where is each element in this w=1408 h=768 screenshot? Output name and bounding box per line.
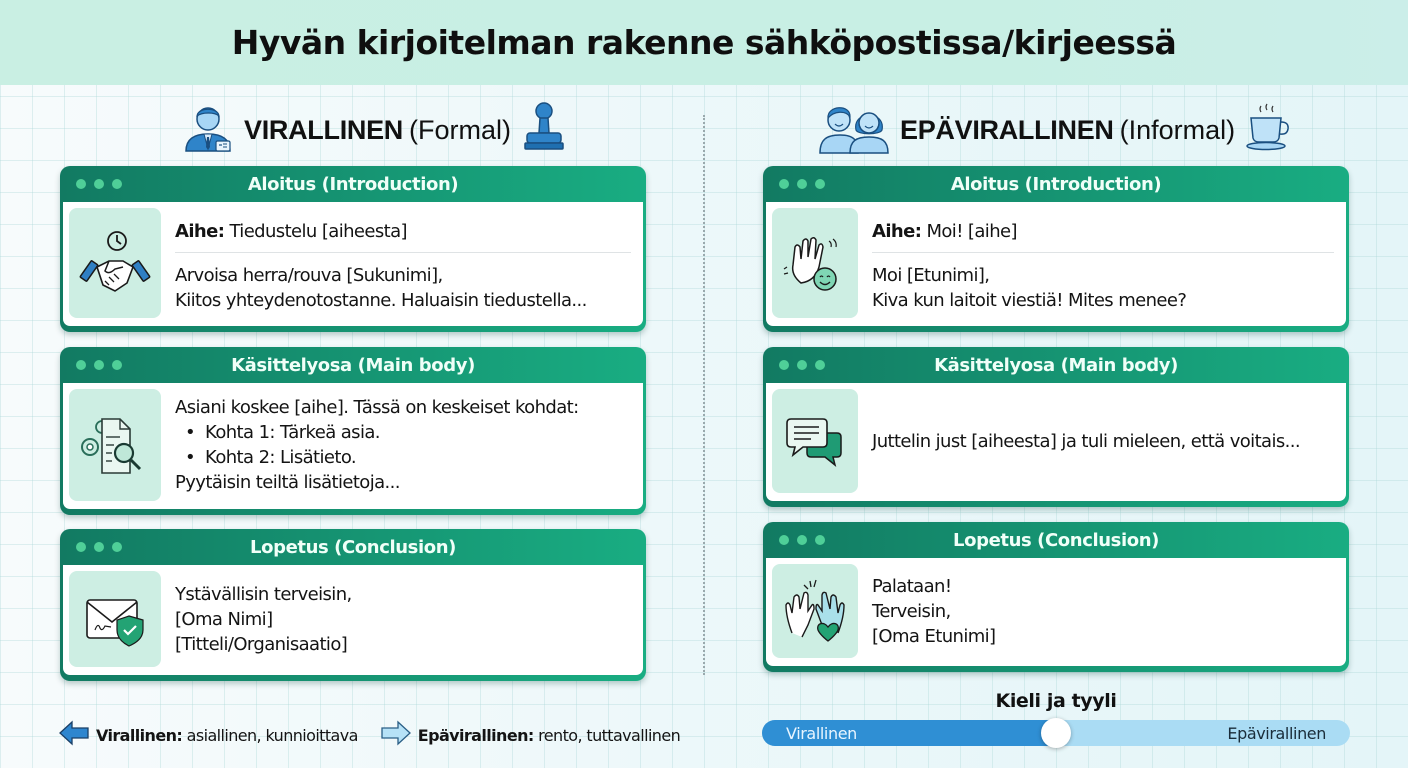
business-person-icon (182, 101, 234, 160)
body-line: Kiitos yhteydenotostanne. Haluaisin tiedustella... (175, 290, 587, 311)
coffee-cup-icon (1245, 102, 1293, 159)
legend-informal (380, 720, 680, 750)
handshake-clock-icon (69, 208, 161, 318)
formal-body-card (60, 347, 646, 515)
body-line: [Oma Nimi] (175, 608, 273, 630)
card-title: Aloitus (Introduction) (950, 173, 1162, 195)
body-line: [Oma Etunimi] (872, 625, 996, 647)
page-header (0, 0, 1408, 85)
slider-right-label: Epävirallinen (1227, 724, 1326, 743)
gear-document-search-icon (69, 389, 161, 501)
informal-conclusion-card (763, 522, 1349, 672)
legend-informal-label: Epävirallinen: (417, 725, 534, 745)
body-line: Juttelin just [aiheesta] ja tuli mieleen, että voitais... (872, 430, 1301, 452)
card-title: Lopetus (Conclusion) (250, 536, 456, 558)
body-line: Arvoisa herra/rouva [Sukunimi], (175, 265, 443, 286)
body-line: Ystävällisin terveisin, (175, 583, 352, 605)
slider-thumb[interactable] (1041, 718, 1071, 748)
informal-body-card (763, 347, 1349, 507)
card-title: Käsittelyosa (Main body) (231, 354, 475, 376)
chat-bubbles-icon (772, 389, 858, 493)
body-line: [Titteli/Organisaatio] (175, 633, 348, 655)
subject-label: Aihe: (872, 221, 922, 242)
formal-intro-card (60, 166, 646, 332)
informal-intro-card (763, 166, 1349, 332)
window-dots (76, 360, 122, 370)
formal-column-title (182, 100, 567, 160)
bullet-list (175, 420, 631, 470)
window-dots (779, 179, 825, 189)
subject-value: Tiedustelu [aiheesta] (229, 221, 407, 242)
subject-label: Aihe: (175, 221, 225, 242)
arrow-left-icon (58, 720, 90, 750)
card-title: Lopetus (Conclusion) (953, 529, 1159, 551)
formal-conclusion-card (60, 529, 646, 681)
page-title: Hyvän kirjoitelman rakenne sähköpostissa/kirjeessä (231, 23, 1177, 62)
bullet-item: • Kohta 1: Tärkeä asia. (185, 420, 631, 445)
legend-formal-desc: asiallinen, kunnioittava (186, 725, 358, 745)
subject-value: Moi! [aihe] (926, 221, 1017, 242)
bullet-item: • Kohta 2: Lisätieto. (185, 445, 631, 470)
body-line: Terveisin, (872, 600, 951, 622)
subject-line (175, 213, 631, 253)
informal-title-strong: EPÄVIRALLINEN (900, 114, 1114, 145)
informal-column-title (818, 100, 1293, 160)
body-line: Moi [Etunimi], (872, 265, 990, 286)
body-intro: Asiani koskee [aihe]. Tässä on keskeiset kohdat: (175, 397, 579, 418)
card-title: Aloitus (Introduction) (247, 173, 459, 195)
legend (58, 720, 702, 750)
body-line: Kiva kun laitoit viestiä! Mites menee? (872, 290, 1187, 311)
high-five-heart-icon (772, 564, 858, 658)
informal-title-light: (Informal) (1119, 114, 1236, 145)
slider-left-label: Virallinen (786, 724, 857, 743)
window-dots (76, 542, 122, 552)
style-slider (762, 690, 1350, 746)
column-divider (703, 115, 705, 675)
body-outro: Pyytäisin teiltä lisätietoja... (175, 472, 400, 493)
arrow-right-icon (380, 720, 412, 750)
legend-informal-desc: rento, tuttavallinen (538, 725, 681, 745)
envelope-shield-icon (69, 571, 161, 667)
body-line: Palataan! (872, 575, 952, 597)
formal-title-strong: VIRALLINEN (244, 114, 404, 145)
legend-formal-label: Virallinen: (96, 725, 183, 745)
waving-hand-smiley-icon (772, 208, 858, 318)
subject-line (872, 213, 1334, 253)
rubber-stamp-icon (521, 101, 567, 160)
slider-label: Kieli ja tyyli (995, 690, 1117, 712)
friends-icon (818, 100, 890, 161)
card-title: Käsittelyosa (Main body) (934, 354, 1178, 376)
window-dots (779, 360, 825, 370)
legend-formal (58, 720, 358, 750)
slider-track[interactable] (762, 720, 1350, 746)
window-dots (779, 535, 825, 545)
window-dots (76, 179, 122, 189)
formal-title-light: (Formal) (409, 114, 512, 145)
